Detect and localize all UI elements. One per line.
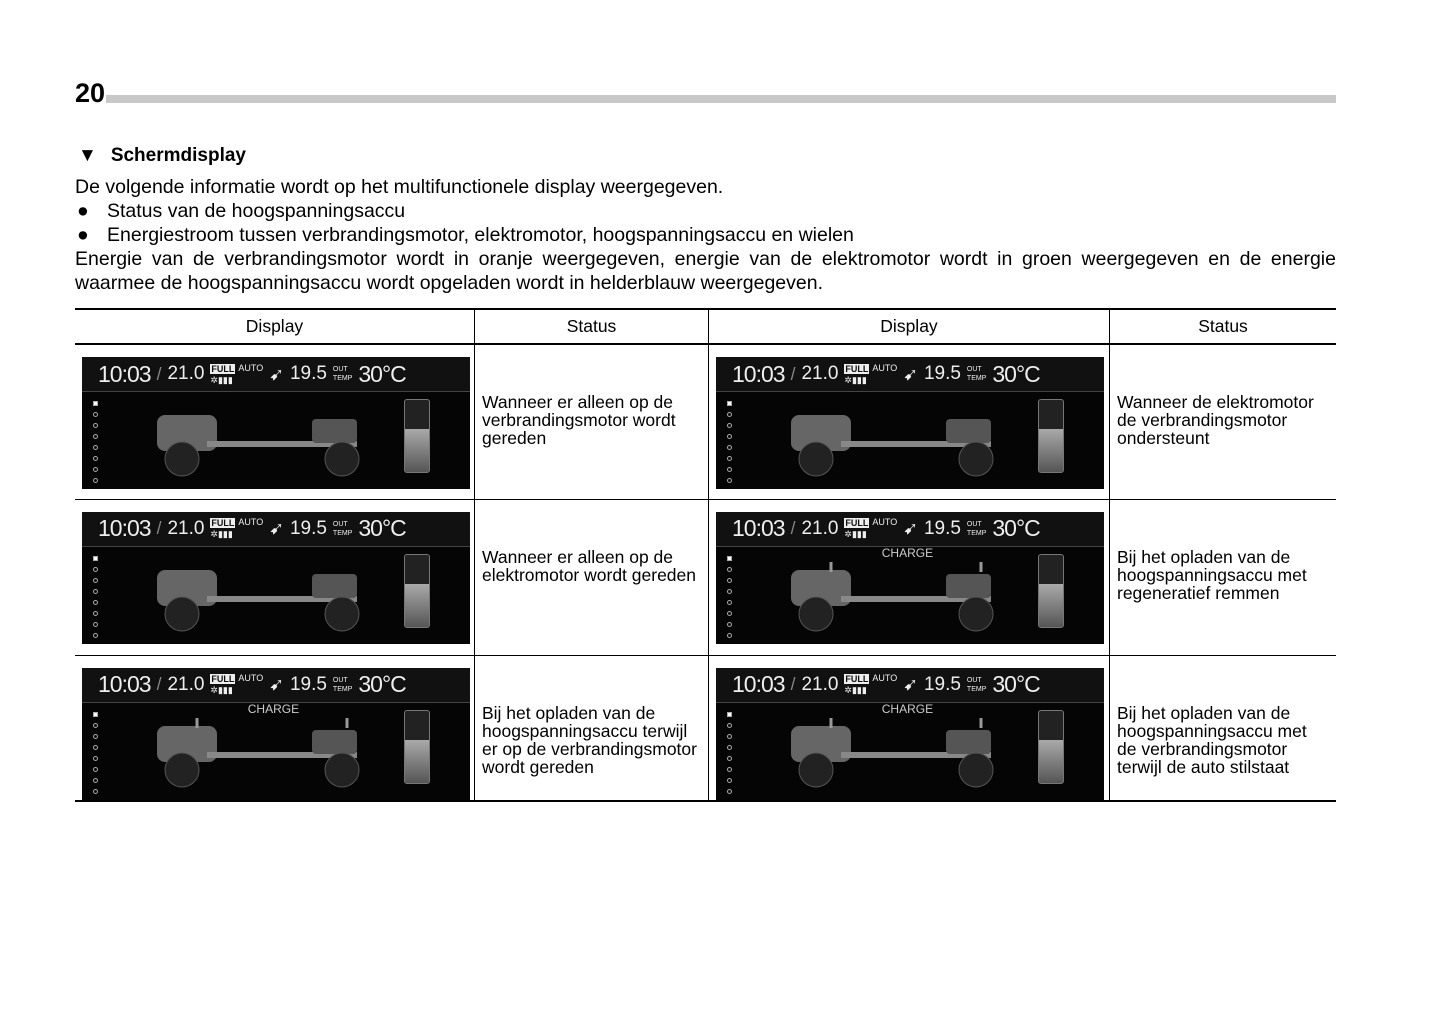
clock: 10:03: [98, 671, 151, 697]
bullet-icon: ●: [77, 224, 89, 246]
full-badge: FULL: [211, 518, 235, 528]
energy-color-paragraph: Energie van de verbrandingsmotor wordt in oranje weergegeven, energie van de elektromotor wordt in groen weergegeven en de energie waarmee de hoogspanningsaccu wordt opgeladen wordt in helderblauw weergegeven.: [75, 248, 1336, 294]
multifunction-display-image: [716, 668, 1104, 800]
outside-temp: 30°C: [992, 515, 1040, 541]
passenger-temp: 19.5: [289, 517, 327, 539]
airflow-icon: ➹: [903, 518, 918, 538]
passenger-temp: 19.5: [289, 673, 327, 695]
level-indicator: [93, 556, 98, 638]
out-temp-label: OUT TEMP: [966, 366, 987, 382]
auto-label: AUTO: [238, 673, 264, 683]
table-row: [75, 655, 1336, 801]
display-cell: [75, 655, 475, 801]
passenger-temp: 19.5: [923, 673, 961, 695]
display-cell: [709, 344, 1110, 499]
out-temp-label: OUT TEMP: [966, 520, 987, 537]
status-text: Bij het opladen van de hoogspanningsaccu terwijl er op de verbrandingsmotor wordt gereden: [475, 655, 709, 801]
outside-temp: 30°C: [358, 360, 406, 387]
fan-icon: ✲▮▮▮: [844, 529, 867, 539]
triangle-marker-icon: ▼: [78, 145, 97, 166]
display-header-bar: [82, 357, 470, 392]
auto-label: AUTO: [872, 673, 898, 683]
charge-label: CHARGE: [881, 701, 934, 716]
display-header-bar: [716, 668, 1104, 703]
display-header-bar: [716, 512, 1104, 547]
level-indicator: [727, 401, 732, 483]
divider: /: [790, 518, 796, 538]
out-temp-label: OUT TEMP: [332, 676, 353, 693]
display-cell: [709, 499, 1110, 655]
full-badge: FULL: [845, 518, 869, 528]
airflow-icon: ➹: [903, 363, 918, 384]
auto-label: AUTO: [872, 362, 898, 373]
status-text: Wanneer de elektromotor de verbrandingsmotor ondersteunt: [1110, 344, 1337, 499]
fan-status: [210, 518, 263, 539]
clock: 10:03: [732, 360, 785, 387]
car-drivetrain-image: [137, 407, 387, 479]
outside-temp: 30°C: [358, 671, 406, 697]
fan-status: [844, 518, 897, 539]
full-badge: FULL: [845, 363, 869, 374]
fan-icon: ✲▮▮▮: [210, 374, 233, 385]
driver-temp: 21.0: [167, 517, 205, 539]
clock: 10:03: [98, 360, 151, 387]
divider: /: [790, 363, 796, 384]
display-cell: [75, 499, 475, 655]
header-display: Display: [75, 309, 475, 344]
driver-temp: 21.0: [167, 673, 205, 695]
auto-label: AUTO: [872, 517, 898, 527]
airflow-icon: ➹: [269, 363, 284, 384]
airflow-icon: ➹: [903, 674, 918, 694]
multifunction-display-image: [82, 357, 470, 489]
display-cell: [75, 344, 475, 499]
driver-temp: 21.0: [801, 517, 839, 539]
section-heading: [78, 145, 246, 167]
status-text: Wanneer er alleen op de elektromotor wordt gereden: [475, 499, 709, 655]
passenger-temp: 19.5: [923, 517, 961, 539]
out-temp-label: OUT TEMP: [332, 366, 353, 382]
status-text: Bij het opladen van de hoogspanningsaccu met de verbrandingsmotor terwijl de auto stilstaat: [1110, 655, 1337, 801]
table-row: [75, 499, 1336, 655]
outside-temp: 30°C: [992, 671, 1040, 697]
bullet-item: ● Energiestroom tussen verbrandingsmotor, elektromotor, hoogspanningsaccu en wielen: [77, 224, 854, 246]
battery-gauge: [404, 399, 430, 473]
header-display: Display: [709, 309, 1110, 344]
section-title: Schermdisplay: [110, 145, 246, 166]
full-badge: FULL: [845, 674, 869, 684]
car-drivetrain-image: [137, 562, 387, 634]
multifunction-display-image: [82, 668, 470, 800]
display-header-bar: [82, 668, 470, 703]
out-temp-label: OUT TEMP: [966, 676, 987, 693]
level-indicator: [727, 712, 732, 794]
fan-status: [210, 364, 263, 385]
level-indicator: [93, 401, 98, 483]
fan-icon: ✲▮▮▮: [210, 685, 233, 695]
body-text: [75, 175, 1336, 295]
passenger-temp: 19.5: [289, 363, 327, 384]
divider: /: [156, 363, 162, 384]
multifunction-display-image: [716, 357, 1104, 489]
fan-status: [844, 674, 897, 695]
display-cell: [709, 655, 1110, 801]
fan-icon: ✲▮▮▮: [844, 374, 867, 385]
header-status: Status: [475, 309, 709, 344]
multifunction-display-image: [716, 512, 1104, 644]
divider: /: [790, 674, 796, 694]
auto-label: AUTO: [238, 517, 264, 527]
level-indicator: [93, 712, 98, 794]
table-row: [75, 344, 1336, 499]
battery-gauge: [1038, 554, 1064, 628]
outside-temp: 30°C: [358, 515, 406, 541]
fan-icon: ✲▮▮▮: [210, 529, 233, 539]
fan-icon: ✲▮▮▮: [844, 685, 867, 695]
display-status-table: [75, 308, 1336, 802]
divider: /: [156, 518, 162, 538]
clock: 10:03: [732, 671, 785, 697]
outside-temp: 30°C: [992, 360, 1040, 387]
bullet-item: ● Status van de hoogspanningsaccu: [77, 200, 406, 222]
full-badge: FULL: [211, 674, 235, 684]
car-drivetrain-image: [771, 562, 1021, 634]
display-header-bar: [716, 357, 1104, 392]
page-number: 20: [75, 78, 106, 108]
car-drivetrain-image: [137, 718, 387, 790]
auto-label: AUTO: [238, 362, 264, 373]
full-badge: FULL: [211, 363, 235, 374]
passenger-temp: 19.5: [923, 363, 961, 384]
header-rule: [106, 95, 1336, 103]
fan-status: [210, 674, 263, 695]
status-text: Bij het opladen van de hoogspanningsaccu met regeneratief remmen: [1110, 499, 1337, 655]
car-drivetrain-image: [771, 718, 1021, 790]
level-indicator: [727, 556, 732, 638]
battery-gauge: [1038, 399, 1064, 473]
display-header-bar: [82, 512, 470, 547]
divider: /: [156, 674, 162, 694]
clock: 10:03: [732, 515, 785, 541]
driver-temp: 21.0: [801, 363, 839, 384]
intro-text: De volgende informatie wordt op het multifunctionele display weergegeven.: [75, 176, 724, 198]
battery-gauge: [404, 710, 430, 784]
car-drivetrain-image: [771, 407, 1021, 479]
header-status: Status: [1110, 309, 1337, 344]
status-text: Wanneer er alleen op de verbrandingsmotor wordt gereden: [475, 344, 709, 499]
airflow-icon: ➹: [269, 518, 284, 538]
multifunction-display-image: [82, 512, 470, 644]
fan-status: [844, 364, 897, 385]
airflow-icon: ➹: [269, 674, 284, 694]
driver-temp: 21.0: [801, 673, 839, 695]
charge-label: CHARGE: [247, 701, 300, 716]
battery-gauge: [1038, 710, 1064, 784]
battery-gauge: [404, 554, 430, 628]
driver-temp: 21.0: [167, 363, 205, 384]
out-temp-label: OUT TEMP: [332, 520, 353, 537]
bullet-icon: ●: [77, 200, 89, 222]
clock: 10:03: [98, 515, 151, 541]
charge-label: CHARGE: [881, 545, 934, 560]
